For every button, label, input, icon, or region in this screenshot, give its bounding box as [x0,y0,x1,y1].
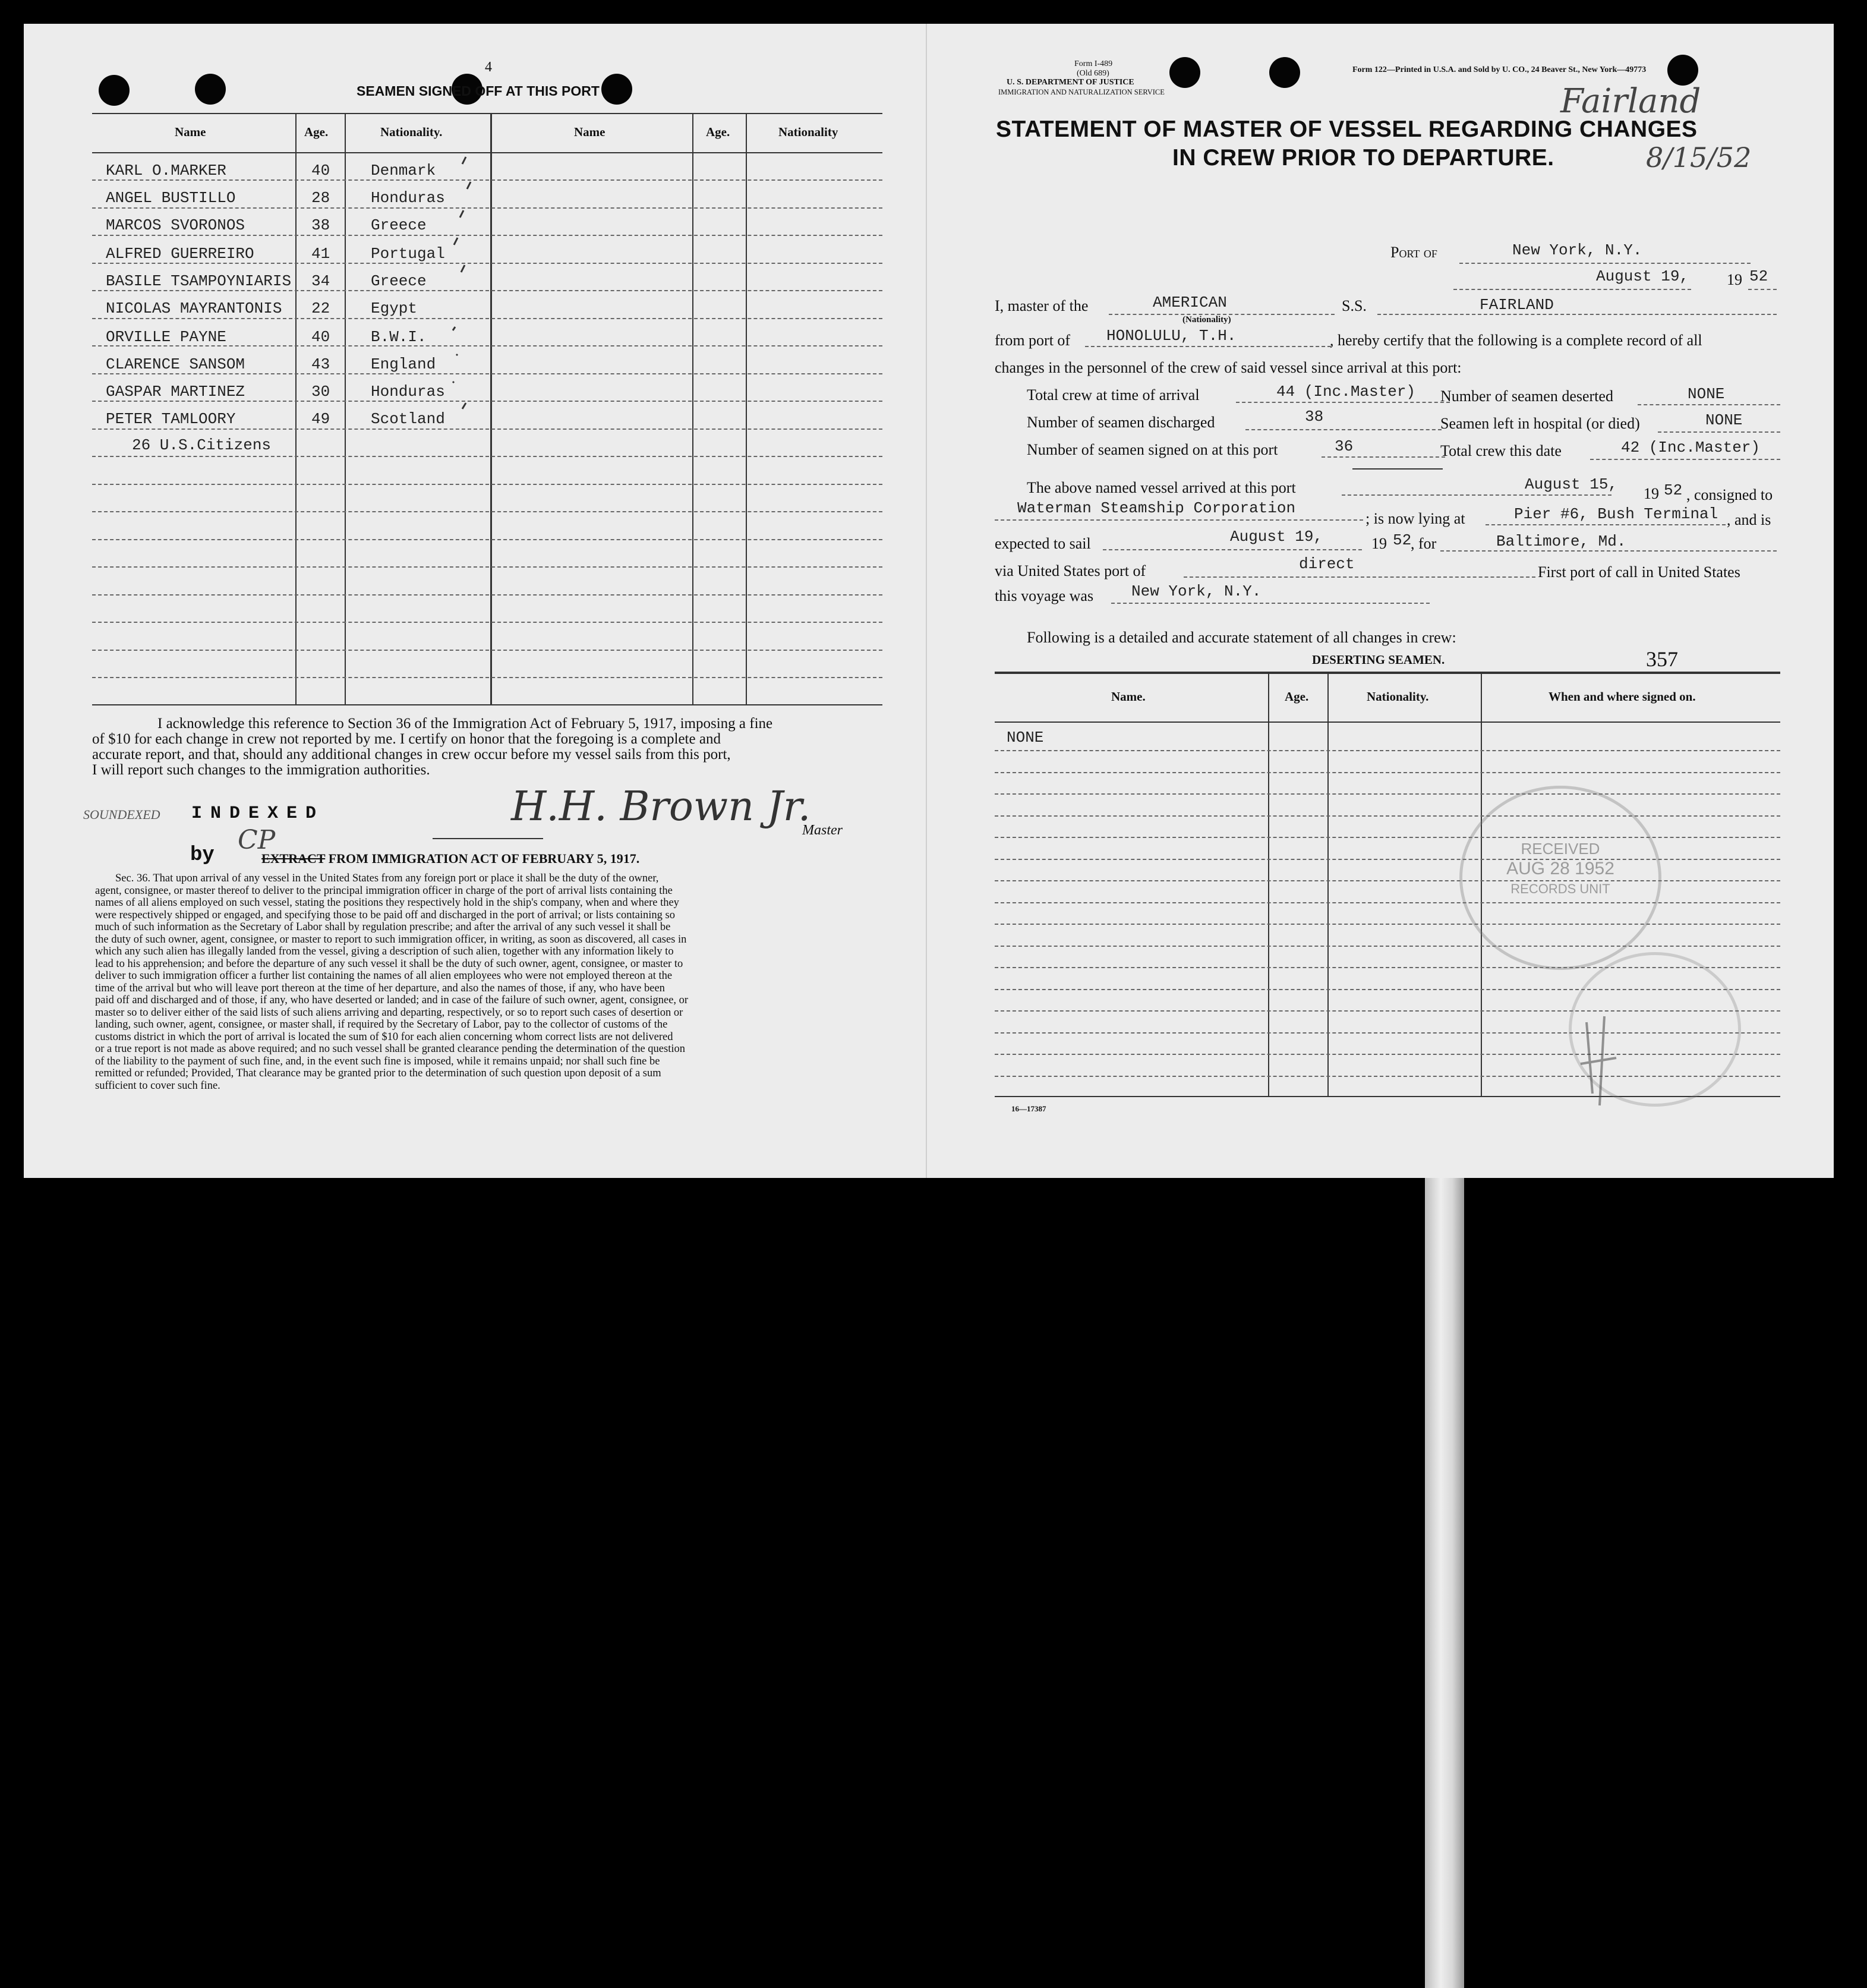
seaman-age: 40 [311,162,330,179]
punch-hole [601,74,632,105]
row-rule [92,429,882,430]
form-old: (Old 689) [1077,69,1109,78]
nationality-value: AMERICAN [1153,294,1227,311]
seaman-name: CLARENCE SANSOM [106,355,245,373]
ss-label: S.S. [1342,297,1367,314]
seaman-nationality: Honduras [371,383,445,401]
deserted-label: Number of seamen deserted [1440,387,1613,405]
left-header-name: Name [175,125,206,139]
expected-year-prefix: 19 [1371,535,1387,552]
seaman-age: 43 [311,355,330,373]
voyage-label: this voyage was [995,587,1094,604]
row-rule [995,859,1780,860]
check-marks [416,156,487,423]
row-rule [92,484,882,485]
arrived-year-prefix: 19 [1644,485,1659,502]
row-rule [995,837,1780,838]
expected-value: August 19, [1230,528,1323,546]
row-rule [995,815,1780,817]
consignee-value: Waterman Steamship Corporation [1017,499,1296,517]
row-rule [92,401,882,402]
deserting-title: DESERTING SEAMEN. [1312,653,1445,667]
row-rule [995,946,1780,947]
holder-stick [1425,1178,1464,1988]
seaman-nationality: B.W.I. [371,328,427,346]
seaman-name: 26 U.S.Citizens [132,436,272,454]
expected-year-value: 52 [1393,531,1412,549]
master-of-label: I, master of the [995,297,1089,314]
seaman-name: NICOLAS MAYRANTONIS [106,300,282,317]
desert-header-nationality: Nationality. [1367,689,1429,704]
seaman-age: 49 [311,410,330,428]
right-title-line1: STATEMENT OF MASTER OF VESSEL REGARDING CHANGES [996,116,1698,142]
service: IMMIGRATION AND NATURALIZATION SERVICE [998,88,1165,96]
desert-header-signed-on: When and where signed on. [1549,689,1696,704]
right-title-line2: IN CREW PRIOR TO DEPARTURE. [1172,145,1554,171]
seaman-nationality: Denmark [371,162,436,179]
department: U. S. DEPARTMENT OF JUSTICE [1007,78,1134,87]
arrived-text: The above named vessel arrived at this port [1027,479,1296,496]
row-rule [995,750,1780,751]
indexed-label: INDEXED [191,804,325,824]
row-rule [92,456,882,457]
row-rule [92,318,882,319]
seaman-nationality: Honduras [371,189,445,207]
arrived-year-value: 52 [1664,481,1683,499]
seaman-age: 30 [311,383,330,401]
seaman-nationality: Egypt [371,300,418,317]
following-text: Following is a detailed and accurate statement of all changes in crew: [1027,629,1456,646]
seaman-age: 40 [311,328,330,346]
deserted-value: NONE [1688,385,1725,403]
signed-on-label: Number of seamen signed on at this port [1027,441,1278,458]
from-port-value: HONOLULU, T.H. [1106,327,1237,345]
via-value: direct [1299,555,1355,573]
acknowledgment-text: I acknowledge this reference to Section 36 of the Immigration Act of February 5, 1917, imposing a fine of $10 for each change in crew not reported by me. I certify on honor that the foregoing is a complete and accurate report, and that, should any additional changes in crew occur before my vessel sails from this port, I will report such changes to the immigration authorities. [92,716,773,778]
stamp-signature-mark [1569,1010,1628,1111]
punch-hole [1269,57,1300,88]
row-rule [995,880,1780,881]
left-header-age: Age. [304,125,329,139]
total-crew-arrival-label: Total crew at time of arrival [1027,386,1200,404]
seaman-name: MARCOS SVORONOS [106,216,245,234]
row-rule [92,566,882,568]
year-prefix: 19 [1727,271,1742,288]
punch-hole [1667,55,1698,86]
left-header-nationality-2: Nationality [778,125,838,139]
extract-heading: EXTRACT FROM IMMIGRATION ACT OF FEBRUARY 5, 1917. [261,851,640,866]
discharged-value: 38 [1305,408,1324,426]
row-rule [92,677,882,678]
via-label: via United States port of [995,562,1146,579]
handwritten-date: 8/15/52 [1646,141,1752,174]
discharged-label: Number of seamen discharged [1027,414,1215,431]
changes-text: changes in the personnel of the crew of said vessel since arrival at this port: [995,359,1462,376]
row-rule [92,650,882,651]
footer-code: 16—17387 [1011,1104,1046,1113]
seaman-name: ALFRED GUERREIRO [106,245,254,263]
expected-label: expected to sail [995,535,1091,552]
row-rule [995,772,1780,773]
seaman-age: 34 [311,272,330,290]
seaman-age: 28 [311,189,330,207]
and-is-text: , and is [1727,511,1771,528]
left-header-nationality: Nationality. [380,125,443,139]
master-label: Master [802,823,843,838]
port-value: New York, N.Y. [1512,241,1642,259]
consigned-text: , consigned to [1686,486,1773,503]
row-rule [92,179,882,181]
seaman-nationality: Greece [371,272,427,290]
desert-header-name: Name. [1111,689,1146,704]
seaman-nationality: Greece [371,216,427,234]
received-stamp: RECEIVED AUG 28 1952 RECORDS UNIT [1459,786,1661,970]
port-label: Port of [1390,244,1437,261]
nationality-caption: (Nationality) [1182,315,1231,324]
row-rule [92,622,882,623]
seaman-name: PETER TAMLOORY [106,410,236,428]
vessel-value: FAIRLAND [1480,296,1554,314]
year-value: 52 [1749,267,1768,285]
seaman-age: 41 [311,245,330,263]
row-rule [995,793,1780,795]
page-number: 4 [485,59,492,75]
row-rule [92,235,882,236]
seaman-name: ORVILLE PAYNE [106,328,226,346]
seaman-age: 38 [311,216,330,234]
soundexed-label: SOUNDEXED [83,807,160,822]
total-crew-date-label: Total crew this date [1440,442,1562,459]
document-number: 357 [1646,647,1678,671]
row-rule [92,539,882,540]
deserter-name: NONE [1007,729,1044,746]
lying-value: Pier #6, Bush Terminal [1514,505,1718,523]
seaman-name: GASPAR MARTINEZ [106,383,245,401]
row-rule [92,207,882,209]
by-label: by [190,844,215,867]
punch-hole [99,75,130,106]
date-value: August 19, [1596,267,1689,285]
from-port-label: from port of [995,332,1071,349]
hospital-label: Seamen left in hospital (or died) [1440,415,1640,432]
voyage-value: New York, N.Y. [1131,582,1262,600]
section-36-text: Sec. 36. That upon arrival of any vessel in the United States from any foreign port or place it shall be the duty of the owner, agent, consignee, or master thereof to deliver to the principal immigration officer in charge of the port of arrival lists containing the names of all aliens employed on such vessel, stating the positions they respectively hold in the ship's company, when and where they were respectively shipped or engaged, and specifying those to be paid off and discharged in the port of arrival; or lists containing so much of such information as the Secretary of Labor shall by regulation prescribe; and after the arrival of any such vessel it shall be the duty of such owner, agent, consignee, or master to report to such immigration officer, in writing, as soon as discovered, all cases in which any such alien has illegally landed from the vessel, giving a description of such alien, together with any information likely to lead to his apprehension; and before the departure of any such vessel it shall be the duty of such owner, agent, consignee, or master to deliver to such immigration officer a further list containing the names of all alien employees who were not employed thereon at the time of the arrival but who will leave port thereon at the time of her departure, and also the names of those, if any, who have been paid off and discharged and of those, if any, who have deserted or landed; and in case of the failure of such owner, agent, consignee, or master so to deliver either of the said lists of such aliens arriving and departing, respectively, or so to report such cases of desertion or landing, such owner, agent, consignee, or master shall, if required by the Secretary of Labor, pay to the collector of customs of the customs district in which the port of arrival is located the sum of $10 for each alien concerning whom correct lists are not delivered or a true report is not made as above required; and no such vessel shall be granted clearance pending the determination of the question of the liability to the payment of such fine, and, in the event such fine is imposed, while it remains unpaid; nor shall such fine be remitted or refunded; Provided, That clearance may be granted prior to the determination of such question upon deposit of a sum sufficient to cover such fine. [95,872,689,1092]
handwritten-vessel: Fairland [1560,82,1701,121]
punch-hole [195,74,226,105]
page-fold [926,24,927,1178]
arrived-value: August 15, [1525,475,1618,493]
first-port-text: First port of call in United States [1538,563,1740,581]
for-value: Baltimore, Md. [1496,533,1626,550]
form-number: Form I-489 [1074,59,1113,68]
seaman-age: 22 [311,300,330,317]
row-rule [92,290,882,291]
signed-on-value: 36 [1335,437,1354,455]
row-rule [92,511,882,512]
by-initials: CP [238,825,276,855]
seaman-name: BASILE TSAMPOYNIARIS [106,272,292,290]
left-title: SEAMEN SIGNED OFF AT THIS PORT [357,83,600,99]
row-rule [92,594,882,596]
seaman-name: ANGEL BUSTILLO [106,189,236,207]
seaman-name: KARL O.MARKER [106,162,226,179]
left-header-age-2: Age. [706,125,730,139]
hospital-value: NONE [1705,411,1743,429]
total-crew-date-value: 42 (Inc.Master) [1621,439,1761,456]
printer-line: Form 122—Printed in U.S.A. and Sold by U. CO., 24 Beaver St., New York—49773 [1352,65,1647,74]
seaman-nationality: Portugal [371,245,445,263]
left-header-name-2: Name [574,125,605,139]
row-rule [995,924,1780,925]
desert-header-age: Age. [1285,689,1309,704]
row-rule [995,902,1780,903]
lying-text: ; is now lying at [1365,510,1465,527]
punch-hole [1169,57,1200,88]
seaman-nationality: England [371,355,436,373]
total-crew-arrival-value: 44 (Inc.Master) [1276,383,1416,401]
certify-text: , hereby certify that the following is a complete record of all [1330,332,1702,349]
for-label: , for [1411,535,1437,552]
seaman-nationality: Scotland [371,410,445,428]
master-signature: H.H. Brown Jr. [511,783,811,830]
